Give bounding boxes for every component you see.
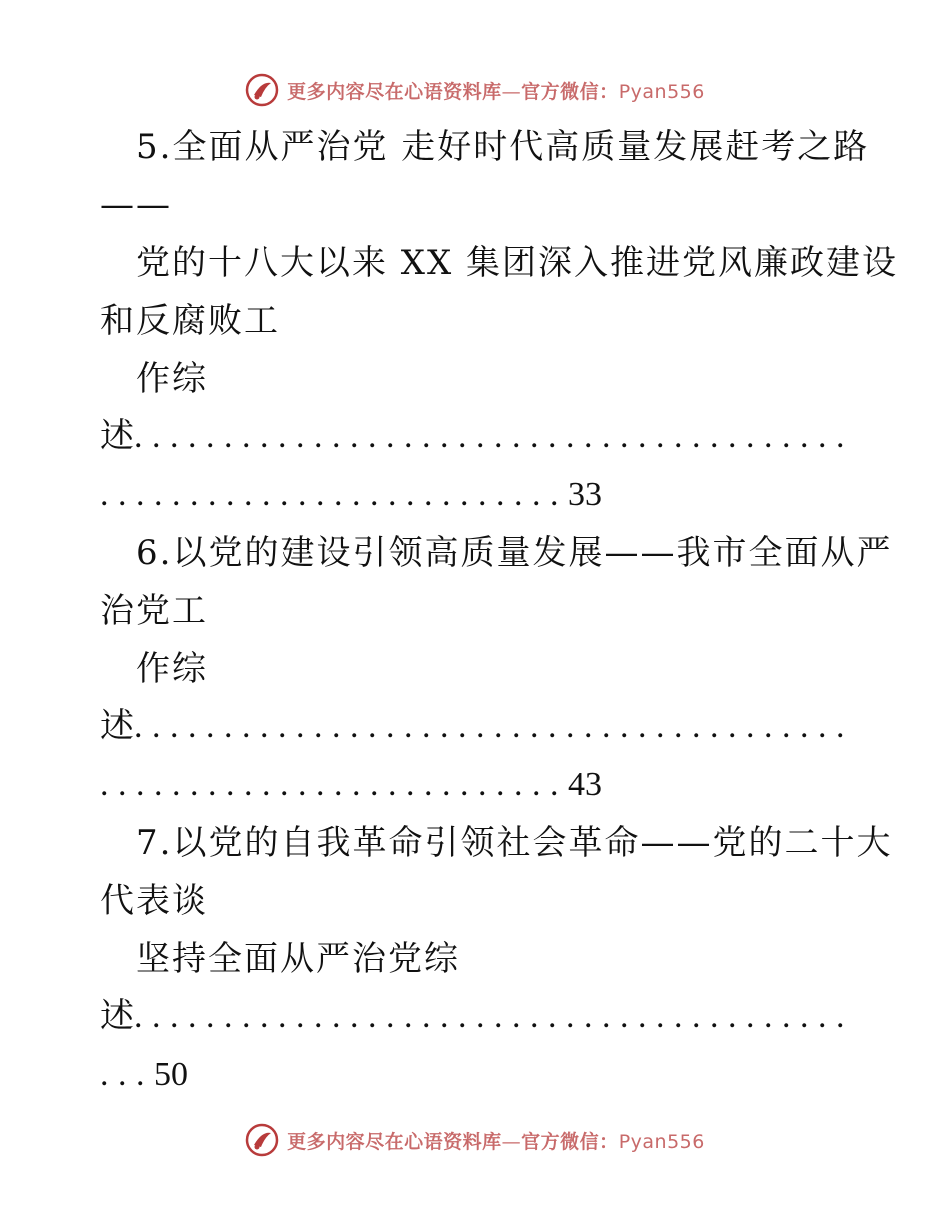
watermark-dash: — (501, 80, 522, 103)
toc-entry-7-title-cont2: 坚持全面从严治党综 (136, 939, 460, 979)
toc-entry-5-page: 33 (568, 476, 602, 513)
toc-entry-5-dots: ........................................ (134, 418, 854, 455)
toc-entry-7-leader (100, 988, 860, 1046)
footer-watermark (0, 1120, 950, 1160)
toc-entry-6-last-char: 述 (100, 708, 134, 745)
watermark-official: 官方微信： (521, 80, 619, 103)
toc-content (100, 118, 899, 1104)
watermark-text (287, 77, 705, 104)
watermark-text (287, 1127, 705, 1154)
toc-entry-7-title: 7.以党的自我革命引领社会革命——党的二十大 (136, 823, 893, 863)
watermark-dash: — (501, 1130, 522, 1153)
toc-entry-5-dots-2: .......................... (100, 476, 568, 513)
toc-entry-5-title: 5.全面从严治党 走好时代高质量发展赶考之路 (136, 127, 870, 167)
watermark-official: 官方微信： (521, 1130, 619, 1153)
toc-entry-5-leader (100, 408, 860, 466)
toc-entry-5-subtitle-cont2: 作综 (136, 359, 208, 399)
header-watermark (0, 70, 950, 110)
toc-entry-6-dots: ........................................ (134, 708, 854, 745)
toc-entry-6-leader-end (100, 756, 860, 814)
toc-entry-6-page: 43 (568, 766, 602, 803)
toc-entry-7-leader-end (100, 1046, 860, 1104)
watermark-wechat-id: Pyan556 (618, 1130, 705, 1153)
toc-entry-7-title-cont: 代表谈 (100, 881, 208, 921)
toc-entry-6-leader (100, 698, 860, 756)
logo-icon (245, 1123, 279, 1157)
watermark-title: 更多内容尽在心语资料库 (287, 80, 502, 103)
toc-entry-6-title: 6.以党的建设引领高质量发展——我市全面从严 (136, 533, 893, 573)
toc-entry-5-last-char: 述 (100, 418, 134, 455)
watermark-wechat-id: Pyan556 (618, 80, 705, 103)
toc-entry-5-subtitle-cont: 和反腐败工 (100, 301, 280, 341)
toc-entry-7-page: 50 (154, 1056, 188, 1093)
toc-entry-7-dots-2: ... (100, 1056, 154, 1093)
toc-entry-7-dots: ........................................ (134, 998, 854, 1035)
toc-entry-7-last-char: 述 (100, 998, 134, 1035)
toc-entry-5-dash: —— (100, 185, 172, 225)
toc-entry-6-title-cont2: 作综 (136, 649, 208, 689)
toc-entry-5-leader-end (100, 466, 860, 524)
toc-entry-6-title-cont: 治党工 (100, 591, 208, 631)
toc-entry-6-dots-2: .......................... (100, 766, 568, 803)
watermark-title: 更多内容尽在心语资料库 (287, 1130, 502, 1153)
logo-icon (245, 73, 279, 107)
toc-entry-5-subtitle: 党的十八大以来 XX 集团深入推进党风廉政建设 (136, 243, 899, 283)
